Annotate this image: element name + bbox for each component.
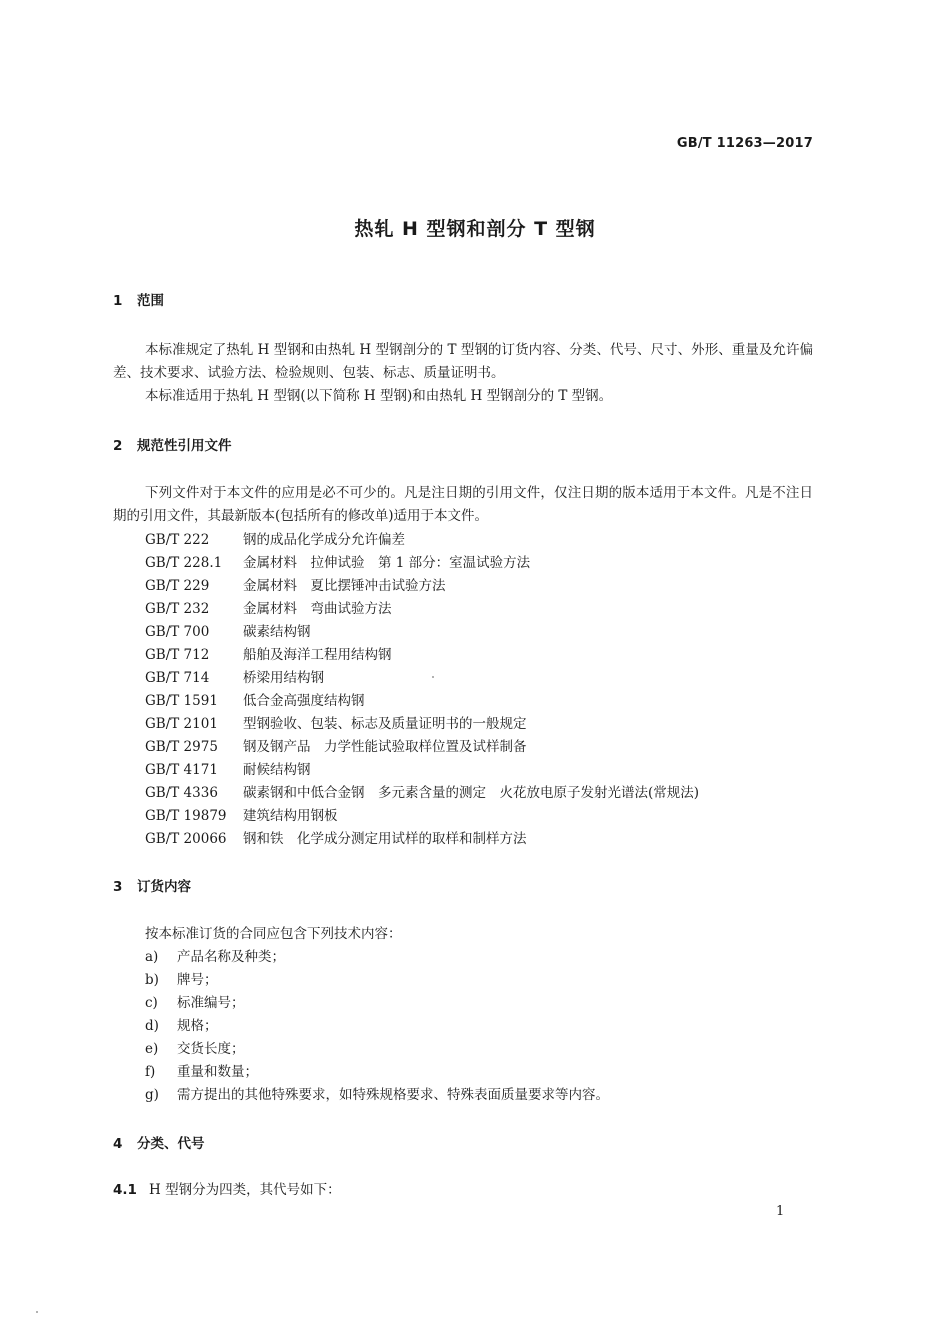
- list-marker: d): [145, 1018, 159, 1034]
- clause-4-1: [113, 1178, 341, 1198]
- list-text: 重量和数量；: [177, 1064, 258, 1080]
- reference-code: GB/T 222: [145, 532, 210, 548]
- reference-item: [145, 781, 699, 801]
- reference-item: [145, 643, 392, 663]
- list-item: [145, 1060, 258, 1080]
- reference-code: GB/T 2101: [145, 716, 218, 732]
- reference-code: GB/T 714: [145, 670, 210, 686]
- list-marker: b): [145, 972, 159, 988]
- reference-code: GB/T 1591: [145, 693, 218, 709]
- reference-code: GB/T 229: [145, 578, 210, 594]
- reference-item: [145, 620, 311, 640]
- section-1-paragraph-2: 本标准适用于热轧 H 型钢(以下简称 H 型钢)和由热轧 H 型钢剖分的 T 型钢。: [145, 388, 613, 404]
- reference-title: 金属材料 拉伸试验 第 1 部分：室温试验方法: [243, 555, 531, 571]
- reference-title: 碳素结构钢: [243, 624, 311, 640]
- section-number: 1: [113, 293, 123, 309]
- reference-title: 建筑结构用钢板: [243, 808, 338, 824]
- reference-title: 钢的成品化学成分允许偏差: [243, 532, 405, 548]
- list-item: [145, 1083, 609, 1103]
- list-marker: a): [145, 949, 159, 965]
- list-item: [145, 1037, 245, 1057]
- section-2-intro: 下列文件对于本文件的应用是必不可少的。凡是注日期的引用文件，仅注日期的版本适用于本文件。凡是不注日期的引用文件，其最新版本(包括所有的修改单)适用于本文件。: [113, 485, 813, 524]
- reference-item: [145, 827, 527, 847]
- list-marker: f): [145, 1064, 156, 1080]
- list-text: 规格；: [177, 1018, 218, 1034]
- reference-item: [145, 597, 392, 617]
- section-2-heading: [113, 434, 232, 454]
- reference-code: GB/T 19879: [145, 808, 227, 824]
- page-number: 1: [776, 1204, 785, 1219]
- reference-item: [145, 666, 324, 686]
- reference-title: 金属材料 弯曲试验方法: [243, 601, 392, 617]
- reference-code: GB/T 20066: [145, 831, 227, 847]
- reference-item: [145, 804, 338, 824]
- reference-title: 低合金高强度结构钢: [243, 693, 365, 709]
- reference-title: 钢和铁 化学成分测定用试样的取样和制样方法: [243, 831, 527, 847]
- list-item: [145, 991, 245, 1011]
- reference-item: [145, 551, 530, 571]
- reference-code: GB/T 712: [145, 647, 210, 663]
- reference-code: GB/T 2975: [145, 739, 218, 755]
- section-title: 分类、代号: [137, 1136, 205, 1152]
- list-item: [145, 1014, 218, 1034]
- section-1-heading: [113, 289, 164, 309]
- section-3-intro: 按本标准订货的合同应包含下列技术内容：: [145, 926, 402, 942]
- clause-number: 4.1: [113, 1182, 137, 1198]
- section-number: 3: [113, 879, 123, 895]
- list-item: [145, 945, 285, 965]
- list-item: [145, 968, 218, 988]
- section-3-heading: [113, 875, 191, 895]
- reference-item: [145, 574, 446, 594]
- section-number: 4: [113, 1136, 123, 1152]
- reference-title: 碳素钢和中低合金钢 多元素含量的测定 火花放电原子发射光谱法(常规法): [243, 785, 700, 801]
- reference-title: 金属材料 夏比摆锤冲击试验方法: [243, 578, 446, 594]
- list-text: 需方提出的其他特殊要求，如特殊规格要求、特殊表面质量要求等内容。: [177, 1087, 609, 1103]
- reference-code: GB/T 700: [145, 624, 210, 640]
- reference-code: GB/T 4336: [145, 785, 218, 801]
- section-title: 范围: [137, 293, 164, 309]
- section-title: 规范性引用文件: [137, 438, 232, 454]
- scan-speck: [432, 676, 434, 678]
- reference-code: GB/T 232: [145, 601, 210, 617]
- list-text: 产品名称及种类；: [177, 949, 285, 965]
- document-title: 热轧 H 型钢和剖分 T 型钢: [354, 218, 596, 240]
- reference-item: [145, 712, 527, 732]
- list-marker: e): [145, 1041, 159, 1057]
- reference-item: [145, 528, 405, 548]
- list-text: 标准编号；: [177, 995, 245, 1011]
- reference-item: [145, 758, 311, 778]
- reference-title: 型钢验收、包装、标志及质量证明书的一般规定: [243, 716, 527, 732]
- reference-title: 耐候结构钢: [243, 762, 311, 778]
- reference-title: 船舶及海洋工程用结构钢: [243, 647, 392, 663]
- reference-title: 钢及钢产品 力学性能试验取样位置及试样制备: [243, 739, 527, 755]
- list-marker: g): [145, 1087, 159, 1103]
- section-4-heading: [113, 1132, 205, 1152]
- reference-code: GB/T 228.1: [145, 555, 223, 571]
- standard-code: GB/T 11263—2017: [676, 136, 813, 151]
- list-text: 牌号；: [177, 972, 218, 988]
- reference-code: GB/T 4171: [145, 762, 218, 778]
- list-marker: c): [145, 995, 158, 1011]
- reference-item: [145, 735, 527, 755]
- reference-title: 桥梁用结构钢: [243, 670, 324, 686]
- clause-text: H 型钢分为四类，其代号如下：: [149, 1182, 341, 1198]
- list-text: 交货长度；: [177, 1041, 245, 1057]
- section-title: 订货内容: [137, 879, 191, 895]
- scan-speck: [36, 1311, 38, 1313]
- section-number: 2: [113, 438, 123, 454]
- section-1-paragraph-1: 本标准规定了热轧 H 型钢和由热轧 H 型钢剖分的 T 型钢的订货内容、分类、代号、尺寸、外形、重量及允许偏差、技术要求、试验方法、检验规则、包装、标志、质量证明书。: [113, 342, 813, 381]
- reference-item: [145, 689, 365, 709]
